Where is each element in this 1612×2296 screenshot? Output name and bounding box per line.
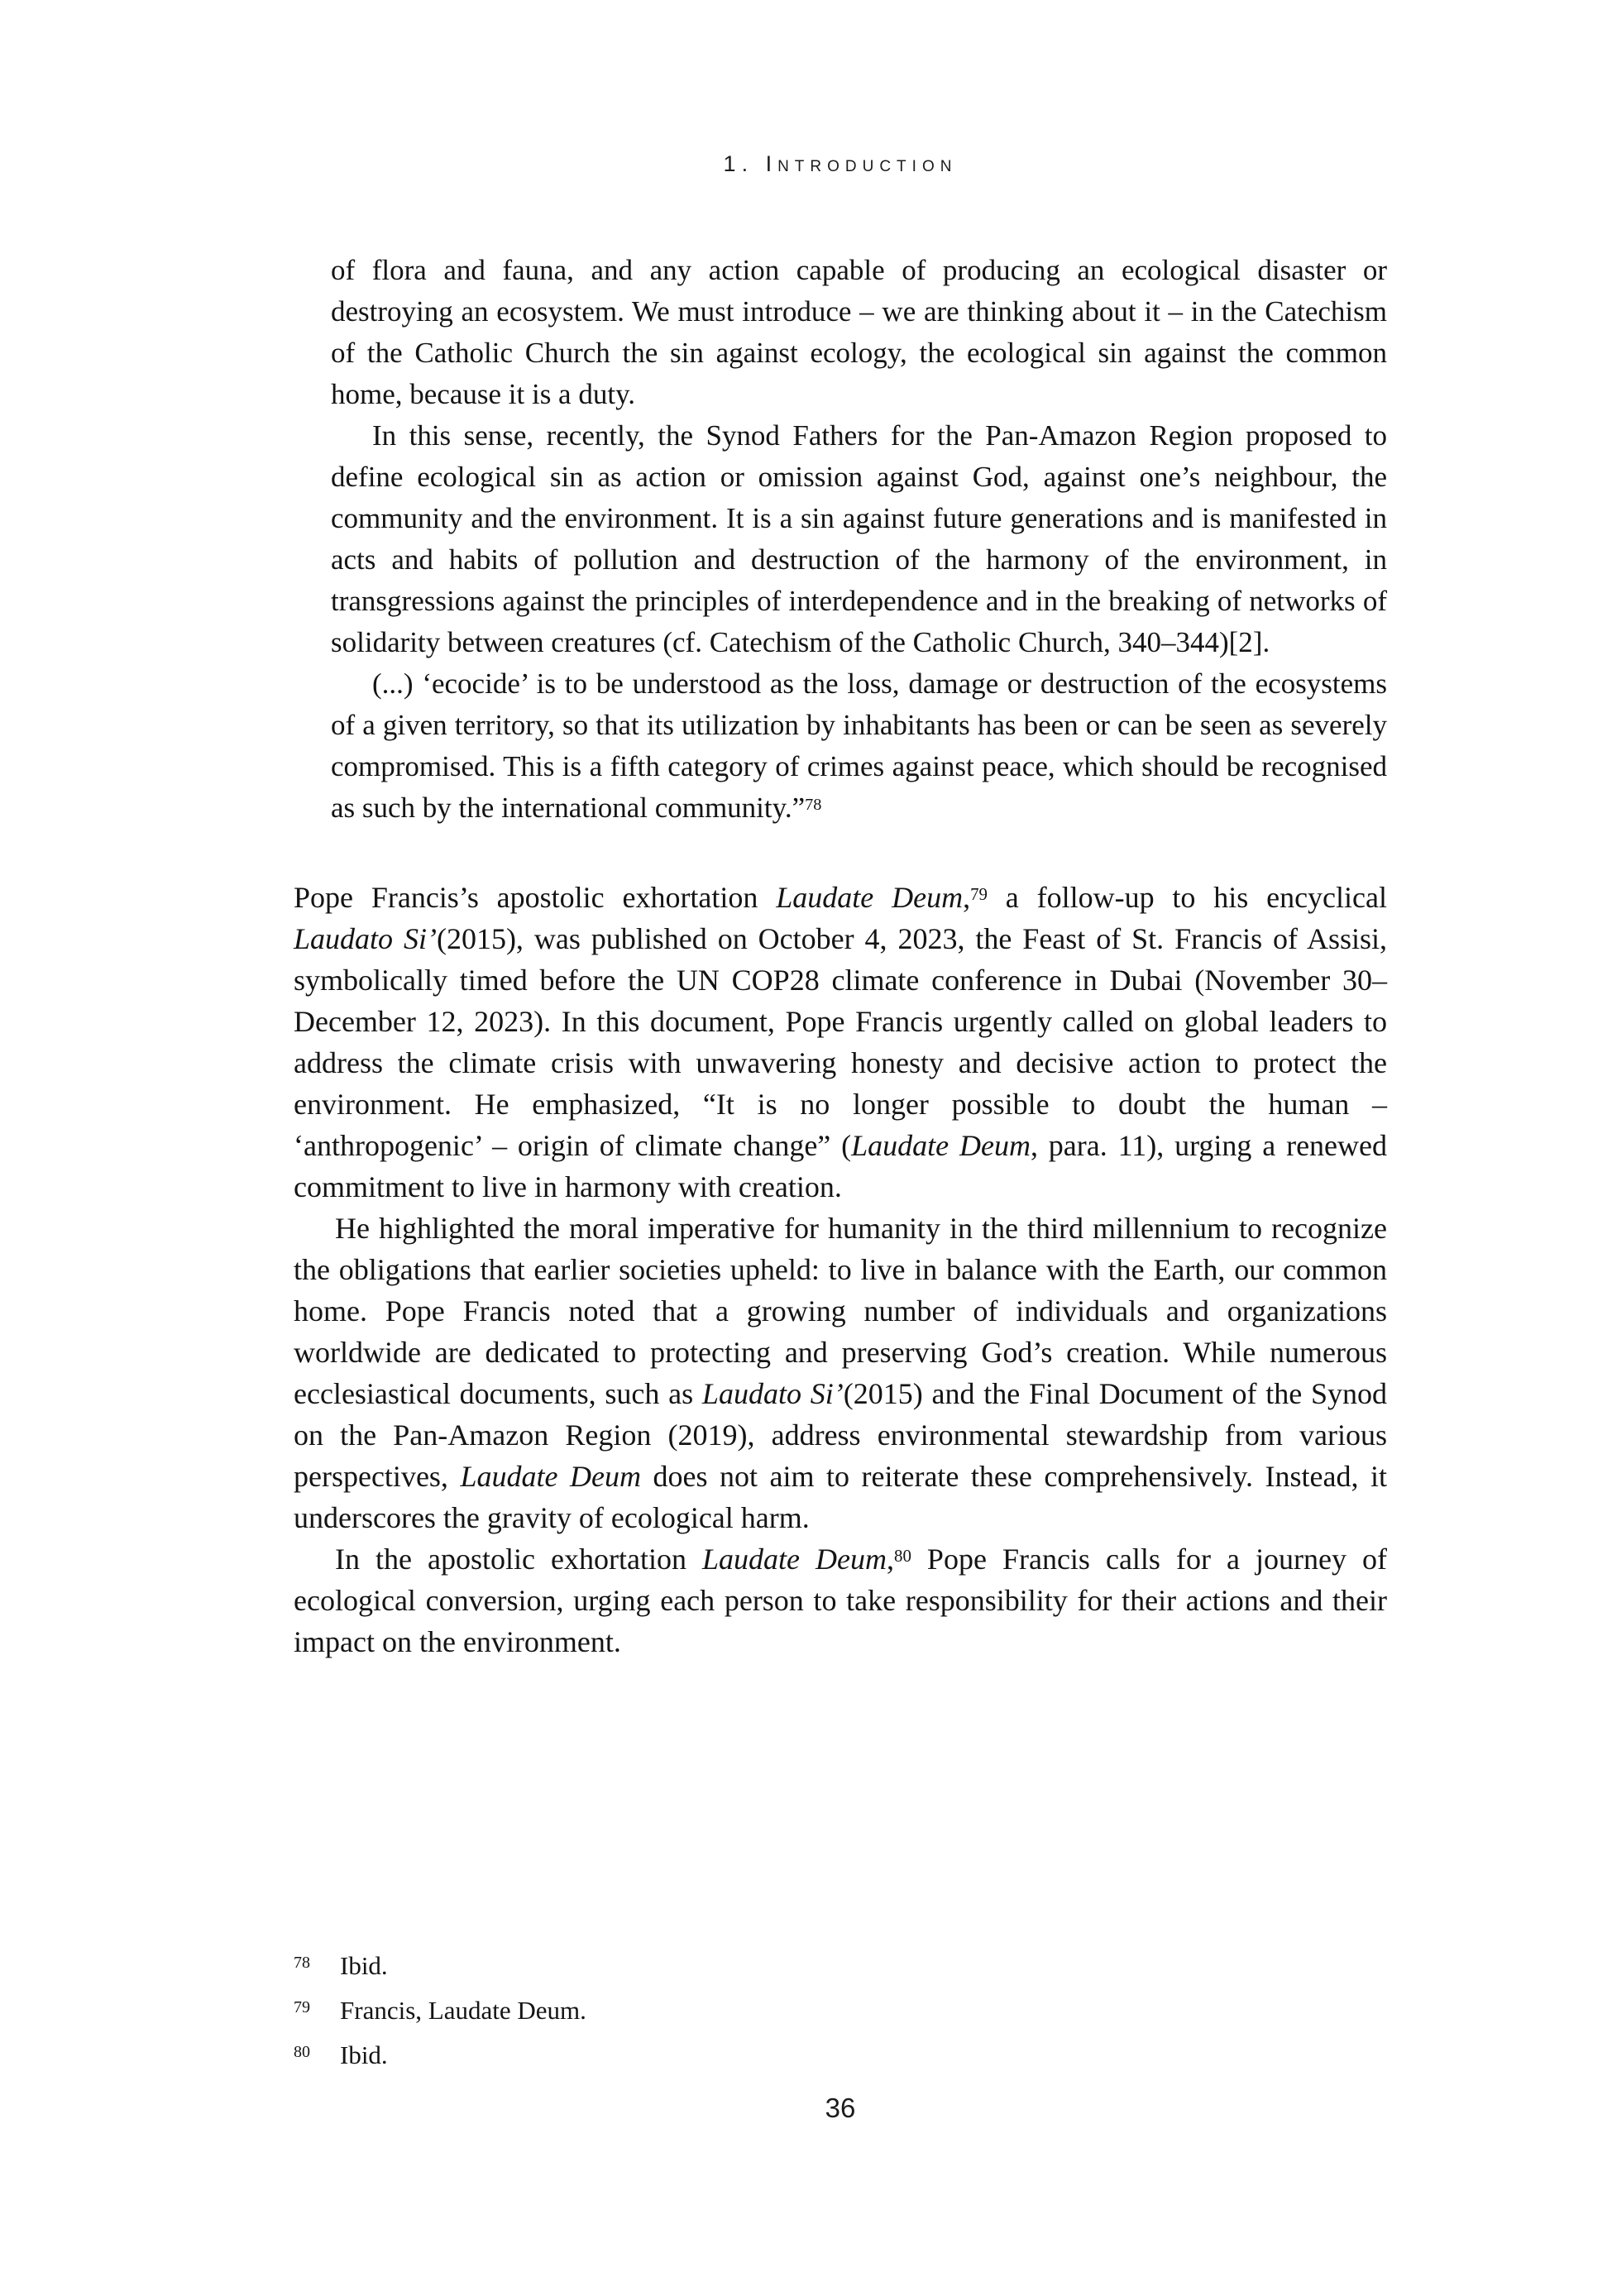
italic-title: Laudate Deum <box>776 881 964 914</box>
footnote-text: Francis, Laudate Deum. <box>340 1996 586 2025</box>
body-paragraph: He highlighted the moral imperative for humanity in the third millennium to recognize the obligations that earlier societies upheld: to live in balance with the Earth, our common home. Pope Francis noted that a growing number of individuals and organizations worldwide are dedicated to protecting and preserving God’s creation. While numerous ecclesiastical documents, such as Laudato Si’(2015) and the Final Document of the Synod on the Pan-Amazon Region (2019), address environmental stewardship from various perspectives, Laudate Deum does not aim to reiterate these comprehensively. Instead, it underscores the gravity of ecological harm. <box>294 1212 1388 1534</box>
italic-title: Laudato Si’ <box>294 922 437 955</box>
chapter-heading: 1. Introduction <box>723 151 958 176</box>
text-block <box>294 151 1387 1662</box>
footnote-text: Ibid. <box>340 2040 388 2069</box>
footnote-text: Ibid. <box>340 1951 388 1980</box>
page-number: 36 <box>825 2093 856 2123</box>
quote-paragraph: of flora and fauna, and any action capable of producing an ecological disaster or destroying an ecosystem. We must introduce – we are thinking about it – in the Catechism of the Catholic Church the sin against ecology, the ecological sin against the common home, because it is a duty. <box>331 254 1387 410</box>
italic-title: Laudato Si’ <box>701 1377 844 1410</box>
footnote-number: 80 <box>294 2043 310 2061</box>
italic-title: Laudate Deum <box>702 1543 887 1576</box>
footnote-item <box>294 1990 1387 2035</box>
footnotes <box>294 1945 1387 2079</box>
footnote-item <box>294 1945 1387 1990</box>
footnote-number: 79 <box>294 1998 310 2016</box>
footnote-reference: 80 <box>894 1545 911 1566</box>
body-paragraph: In the apostolic exhortation Laudate Deum,$^{80}$ Pope Francis calls for a journey of ecological conversion, urging each person to take responsibility for their actions and their impact on the environment. <box>294 1543 1387 1658</box>
quote-paragraph: In this sense, recently, the Synod Fathers for the Pan-Amazon Region proposed to define ecological sin as action or omission against God, against one’s neighbour, the community and the environment. It is a sin against future generations and is manifested in acts and habits of pollution and destruction of the harmony of the environment, in transgressions against the principles of interdependence and in the breaking of networks of solidarity between creatures (cf. Catechism of the Catholic Church, 340–344)[2]. <box>331 419 1387 658</box>
body-text <box>294 877 1387 1662</box>
quote-paragraph: (...) ‘ecocide’ is to be understood as the loss, damage or destruction of the ecosystems of a given territory, so that its utilization by inhabitants has been or can be seen as severely compromised. This is a fifth category of crimes against peace, which should be recognised as such by the international community.”$^{78}$ <box>331 667 1387 824</box>
footnote-reference: 79 <box>970 883 988 904</box>
italic-title: Laudate Deum <box>851 1129 1031 1162</box>
footnote-item <box>294 2035 1387 2079</box>
body-paragraph: Pope Francis’s apostolic exhortation Laudate Deum,$^{79}$ a follow-up to his encyclical Laudato Si’(2015), was published on October 4, 2023, the Feast of St. Francis of Assisi, symbolically timed before the UN COP28 climate conference in Dubai (November 30–December 12, 2023). In this document, Pope Francis urgently called on global leaders to address the climate crisis with unwavering honesty and decisive action to protect the environment. He emphasized, “It is no longer possible to doubt the human – ‘anthropogenic’ – origin of climate change” (Laudate Deum, para. 11), urging a renewed commitment to live in harmony with creation. <box>294 881 1388 1203</box>
block-quote <box>331 250 1387 829</box>
italic-title: Laudate Deum <box>460 1460 641 1493</box>
footnote-reference: 78 <box>805 795 822 814</box>
footnote-number: 78 <box>294 1954 310 1972</box>
